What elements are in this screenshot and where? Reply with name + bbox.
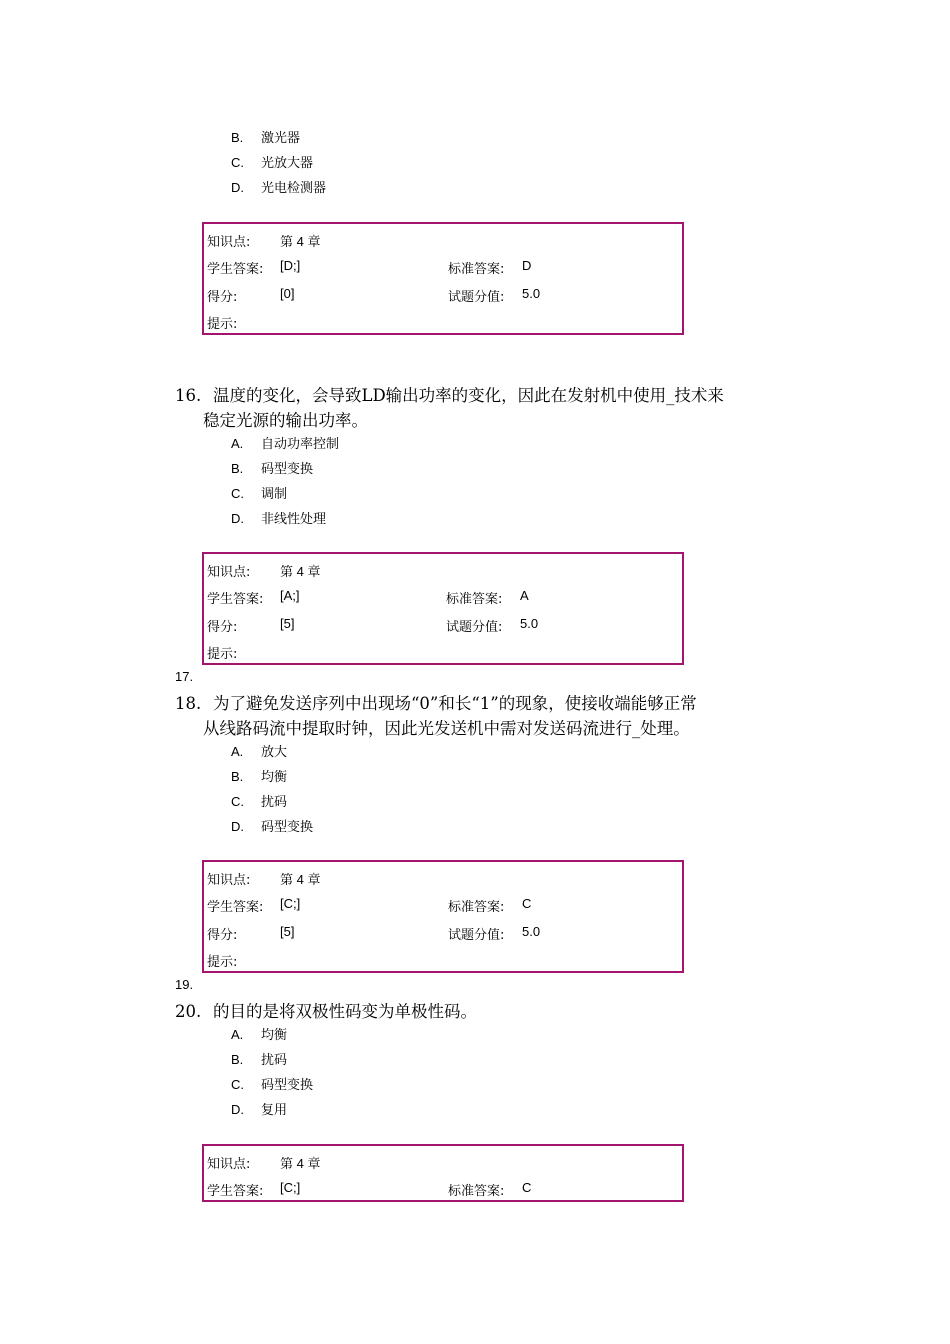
standard-answer-label: 标准答案: bbox=[446, 592, 503, 607]
student-answer-label: 学生答案: bbox=[207, 262, 264, 277]
standard-answer-value: C bbox=[522, 896, 532, 911]
score-label: 得分: bbox=[207, 620, 238, 635]
knowledge-label: 知识点: bbox=[207, 873, 251, 888]
option-d: D. 码型变换 bbox=[231, 819, 314, 835]
standard-answer-value: C bbox=[522, 1180, 532, 1195]
option-c: C. 调制 bbox=[231, 486, 288, 502]
knowledge-value: 第 4 章 bbox=[280, 564, 321, 579]
score-value: [0] bbox=[280, 286, 295, 301]
option-d: D. 光电检测器 bbox=[231, 180, 327, 196]
answer-box-q20 bbox=[202, 1144, 684, 1202]
question-value: 5.0 bbox=[522, 286, 541, 301]
standard-answer-value: D bbox=[522, 258, 532, 273]
answer-box-q16 bbox=[202, 552, 684, 665]
knowledge-label: 知识点: bbox=[207, 235, 251, 250]
question-value-label: 试题分值: bbox=[446, 620, 503, 635]
answer-box-q18 bbox=[202, 860, 684, 973]
option-b: B. 码型变换 bbox=[231, 461, 314, 477]
hint-label: 提示: bbox=[207, 647, 238, 662]
standard-answer-label: 标准答案: bbox=[448, 1184, 505, 1199]
question-value-label: 试题分值: bbox=[448, 928, 505, 943]
standard-answer-value: A bbox=[520, 588, 529, 603]
option-d: D. 非线性处理 bbox=[231, 511, 327, 527]
score-value: [5] bbox=[280, 616, 295, 631]
knowledge-value: 第 4 章 bbox=[280, 234, 321, 249]
option-c: C. 扰码 bbox=[231, 794, 288, 810]
question-17-number: 17. bbox=[175, 669, 194, 684]
answer-box-q15 bbox=[202, 222, 684, 335]
question-16: 16. 温度的变化，会导致LD输出功率的变化，因此在发射机中使用_技术来 稳定光源的输出功率。 bbox=[175, 386, 724, 430]
knowledge-value: 第 4 章 bbox=[280, 1156, 321, 1171]
hint-label: 提示: bbox=[207, 955, 238, 970]
student-answer-value: [D;] bbox=[280, 258, 301, 273]
student-answer-label: 学生答案: bbox=[207, 1184, 264, 1199]
standard-answer-label: 标准答案: bbox=[448, 262, 505, 277]
student-answer-label: 学生答案: bbox=[207, 592, 264, 607]
option-d: D. 复用 bbox=[231, 1102, 288, 1118]
student-answer-value: [A;] bbox=[280, 588, 300, 603]
option-a: A. 自动功率控制 bbox=[231, 436, 340, 452]
option-c: C. 码型变换 bbox=[231, 1077, 314, 1093]
knowledge-label: 知识点: bbox=[207, 1157, 251, 1172]
question-18: 18. 为了避免发送序列中出现场“0”和长“1”的现象，使接收端能够正常 从线路码流中提取时钟，因此光发送机中需对发送码流进行_处理。 bbox=[175, 694, 697, 738]
score-label: 得分: bbox=[207, 290, 238, 305]
standard-answer-label: 标准答案: bbox=[448, 900, 505, 915]
question-19-number: 19. bbox=[175, 977, 194, 992]
student-answer-value: [C;] bbox=[280, 1180, 301, 1195]
question-value: 5.0 bbox=[520, 616, 539, 631]
hint-label: 提示: bbox=[207, 317, 238, 332]
question-20: 20. 的目的是将双极性码变为单极性码。 bbox=[175, 1002, 477, 1021]
knowledge-label: 知识点: bbox=[207, 565, 251, 580]
option-b: B. 扰码 bbox=[231, 1052, 288, 1068]
score-value: [5] bbox=[280, 924, 295, 939]
question-value-label: 试题分值: bbox=[448, 290, 505, 305]
option-a: A. 均衡 bbox=[231, 1027, 288, 1043]
knowledge-value: 第 4 章 bbox=[280, 872, 321, 887]
question-value: 5.0 bbox=[522, 924, 541, 939]
score-label: 得分: bbox=[207, 928, 238, 943]
option-b: B. 激光器 bbox=[231, 130, 301, 146]
option-c: C. 光放大器 bbox=[231, 155, 314, 171]
option-b: B. 均衡 bbox=[231, 769, 288, 785]
option-a: A. 放大 bbox=[231, 744, 288, 760]
student-answer-label: 学生答案: bbox=[207, 900, 264, 915]
student-answer-value: [C;] bbox=[280, 896, 301, 911]
